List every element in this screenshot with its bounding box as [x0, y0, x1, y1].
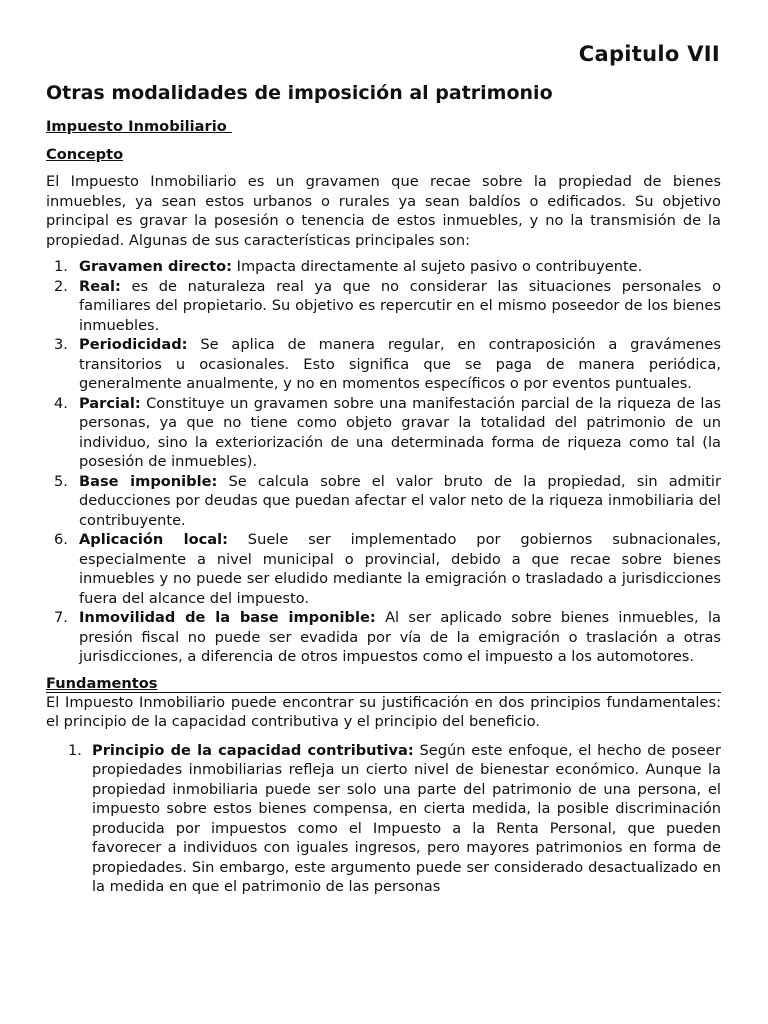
- list-item: [46, 530, 721, 608]
- item-text: Suele ser implementado por gobiernos subnacionales, especialmente a nivel municipal o provincial, debido a que recae sobre bienes inmuebles y no puede ser eludido mediante la emigración o trasladado a jurisdicciones fuera del alcance del impuesto.: [79, 531, 721, 607]
- item-text: Constituye un gravamen sobre una manifestación parcial de la riqueza de las personas, ya que no tiene como objeto gravar la totalidad del patrimonio de un individuo, sino la exteriorización de una determinada forma de riqueza como tal (la posesión de inmuebles).: [79, 394, 721, 470]
- fundamentos-paragraph: El Impuesto Inmobiliario puede encontrar su justificación en dos principios fundamentales: el principio de la capacidad contributiva y el principio del beneficio.: [46, 693, 721, 730]
- list-number: 2.: [54, 277, 68, 295]
- principles-list: [46, 741, 721, 897]
- page-title: Otras modalidades de imposición al patrimonio: [46, 82, 553, 104]
- list-item: [46, 257, 721, 277]
- concept-heading: Concepto: [46, 145, 124, 163]
- item-label: Gravamen directo:: [79, 258, 232, 275]
- list-number: 1.: [68, 741, 82, 759]
- item-label: Real:: [79, 277, 121, 295]
- intro-paragraph: El Impuesto Inmobiliario es un gravamen que recae sobre la propiedad de bienes inmuebles, ya sean estos urbanos o rurales ya sean baldíos o edificados. Su objetivo principal es gravar la posesión o tenencia de estos inmuebles, y no la transmisión de la propiedad. Algunas de sus características principales son:: [46, 173, 721, 249]
- item-label: Periodicidad:: [79, 336, 188, 353]
- list-number: 6.: [54, 531, 68, 548]
- item-text: Según este enfoque, el hecho de poseer propiedades inmobiliarias refleja un cierto nivel de bienestar económico. Aunque la propiedad inmobiliaria puede ser solo una parte del patrimonio de una persona, el impuesto sobre estos bienes compensa, en cierta medida, la posible discriminación producida por impuestos como el Impuesto a la Renta Personal, que pueden favorecer a individuos con iguales ingresos, pero mayores patrimonios en forma de propiedades. Sin embargo, este argumento puede ser considerado desactualizado en la medida en que el patrimonio de las personas: [92, 741, 721, 895]
- item-text: es de naturaleza real ya que no considerar las situaciones personales o familiares del propietario. Su objetivo es repercutir en el mismo poseedor de los bienes inmuebles.: [79, 277, 721, 334]
- item-label: Principio de la capacidad contributiva:: [92, 741, 414, 759]
- list-item: [46, 608, 721, 667]
- list-number: 1.: [54, 258, 68, 275]
- list-item: [46, 335, 721, 394]
- fundamentos-heading-text: Fundamentos: [46, 674, 158, 692]
- list-item: [46, 741, 721, 897]
- item-label: Base imponible:: [79, 472, 218, 490]
- section-heading: Impuesto Inmobiliario: [46, 118, 232, 135]
- item-text: Se aplica de manera regular, en contraposición a gravámenes transitorios u ocasionales. Esto significa que se paga de manera periódica, generalmente anualmente, y no en momentos específicos o por eventos puntuales.: [79, 336, 721, 392]
- item-text: Impacta directamente al sujeto pasivo o contribuyente.: [232, 258, 643, 275]
- list-item: [46, 277, 721, 336]
- item-text: Al ser aplicado sobre bienes inmuebles, la presión fiscal no puede ser evadida por vía de la emigración o traslación a otras jurisdicciones, a diferencia de otros impuestos como el impuesto a los automotores.: [79, 609, 721, 665]
- item-text: Se calcula sobre el valor bruto de la propiedad, sin admitir deducciones por deudas que puedan afectar el valor neto de la riqueza inmobiliaria del contribuyente.: [79, 472, 721, 529]
- item-label: Parcial:: [79, 394, 141, 412]
- item-label: Aplicación local:: [79, 531, 228, 548]
- chapter-heading: Capitulo VII: [578, 42, 720, 66]
- item-label: Inmovilidad de la base imponible:: [79, 609, 376, 626]
- list-item: [46, 472, 721, 531]
- fundamentos-heading: [46, 675, 721, 693]
- list-number: 7.: [54, 609, 68, 626]
- document-body: [46, 117, 721, 897]
- list-number: 3.: [54, 336, 68, 353]
- list-number: 5.: [54, 472, 68, 490]
- list-number: 4.: [54, 394, 68, 412]
- list-item: [46, 394, 721, 472]
- characteristics-list: [46, 257, 721, 667]
